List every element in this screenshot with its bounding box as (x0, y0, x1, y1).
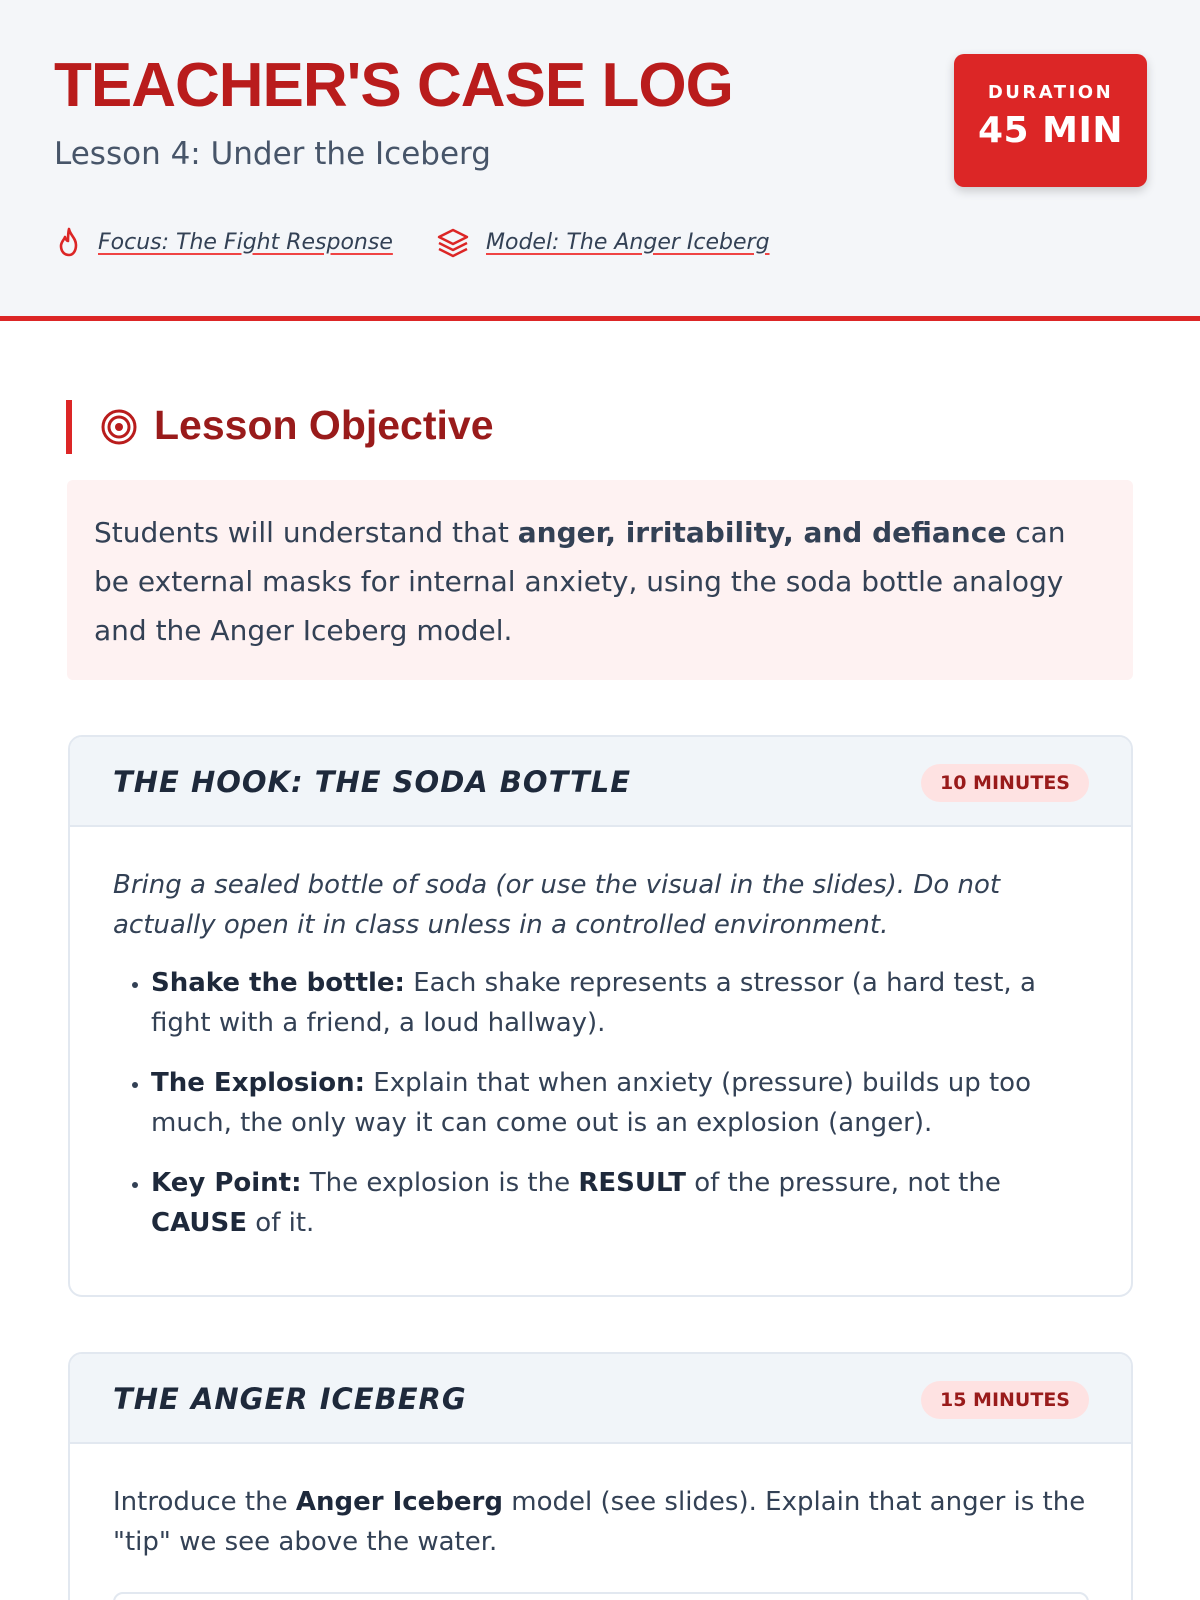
section-text-part: model (see slides). Explain that anger is the "tip" we see above the water. (113, 1487, 1086, 1557)
list-item-text: of it. (247, 1208, 315, 1238)
list-item-emphasis: CAUSE (151, 1208, 248, 1238)
section-title: THE HOOK: THE SODA BOTTLE (113, 765, 632, 799)
list-item-text: The explosion is the (301, 1168, 579, 1198)
section-card-header (70, 737, 1131, 827)
section-text-part: Introduce the (113, 1487, 296, 1517)
meta-model-text[interactable]: Model: The Anger Iceberg (486, 229, 770, 255)
iceberg-panel (113, 1592, 1089, 1600)
list-item-text: Explain that when anxiety (pressure) builds up too much, the only way it can come out is an explosion (anger). (151, 1068, 1031, 1138)
section-card-body (70, 827, 1131, 1293)
section-card-hook (68, 735, 1133, 1297)
section-list (113, 963, 1089, 1243)
time-badge: 10 MINUTES (921, 764, 1089, 802)
section-card-body (70, 1444, 1131, 1600)
objective-text-before: Students will understand that (94, 516, 518, 549)
section-card-header (70, 1354, 1131, 1444)
time-badge: 15 MINUTES (921, 1381, 1089, 1419)
page-title: TEACHER'S CASE LOG (54, 51, 733, 120)
meta-focus-text[interactable]: Focus: The Fight Response (98, 229, 393, 255)
meta-model (436, 226, 770, 258)
meta-focus (56, 226, 393, 258)
target-icon (100, 408, 138, 450)
objective-text-after: can be external masks for internal anxiety, using the soda bottle analogy and the Anger Iceberg model. (94, 516, 1066, 647)
duration-label: DURATION (987, 82, 1114, 103)
lesson-subtitle: Lesson 4: Under the Iceberg (54, 136, 491, 172)
duration-badge (954, 54, 1147, 187)
objective-title: Lesson Objective (154, 402, 494, 448)
duration-value: 45 MIN (978, 110, 1123, 151)
objective-text (67, 480, 1133, 680)
section-intro: Bring a sealed bottle of soda (or use the visual in the slides). Do not actually open it in class unless in a controlled environment. (113, 870, 1001, 940)
list-item (151, 1163, 1089, 1243)
list-item-emphasis: RESULT (578, 1168, 686, 1198)
objective-heading (66, 400, 666, 454)
case-log-header (0, 0, 1200, 321)
list-item-text: of the pressure, not the (685, 1168, 1001, 1198)
section-text-emphasis: Anger Iceberg (295, 1487, 503, 1517)
section-text (113, 1482, 1089, 1562)
list-item-text: Each shake represents a stressor (a hard test, a fight with a friend, a loud hallway). (151, 968, 1036, 1038)
section-title: THE ANGER ICEBERG (113, 1382, 467, 1416)
list-item-label: Key Point: (151, 1168, 302, 1198)
list-item (151, 1063, 1089, 1143)
objective-accent-bar (66, 400, 72, 454)
list-item (151, 963, 1089, 1043)
objective-text-bold: anger, irritability, and defiance (517, 516, 1007, 549)
section-card-iceberg (68, 1352, 1133, 1600)
list-item-label: Shake the bottle: (151, 968, 405, 998)
list-item-label: The Explosion: (151, 1068, 366, 1098)
layers-icon (436, 226, 470, 258)
flame-icon (56, 226, 82, 258)
